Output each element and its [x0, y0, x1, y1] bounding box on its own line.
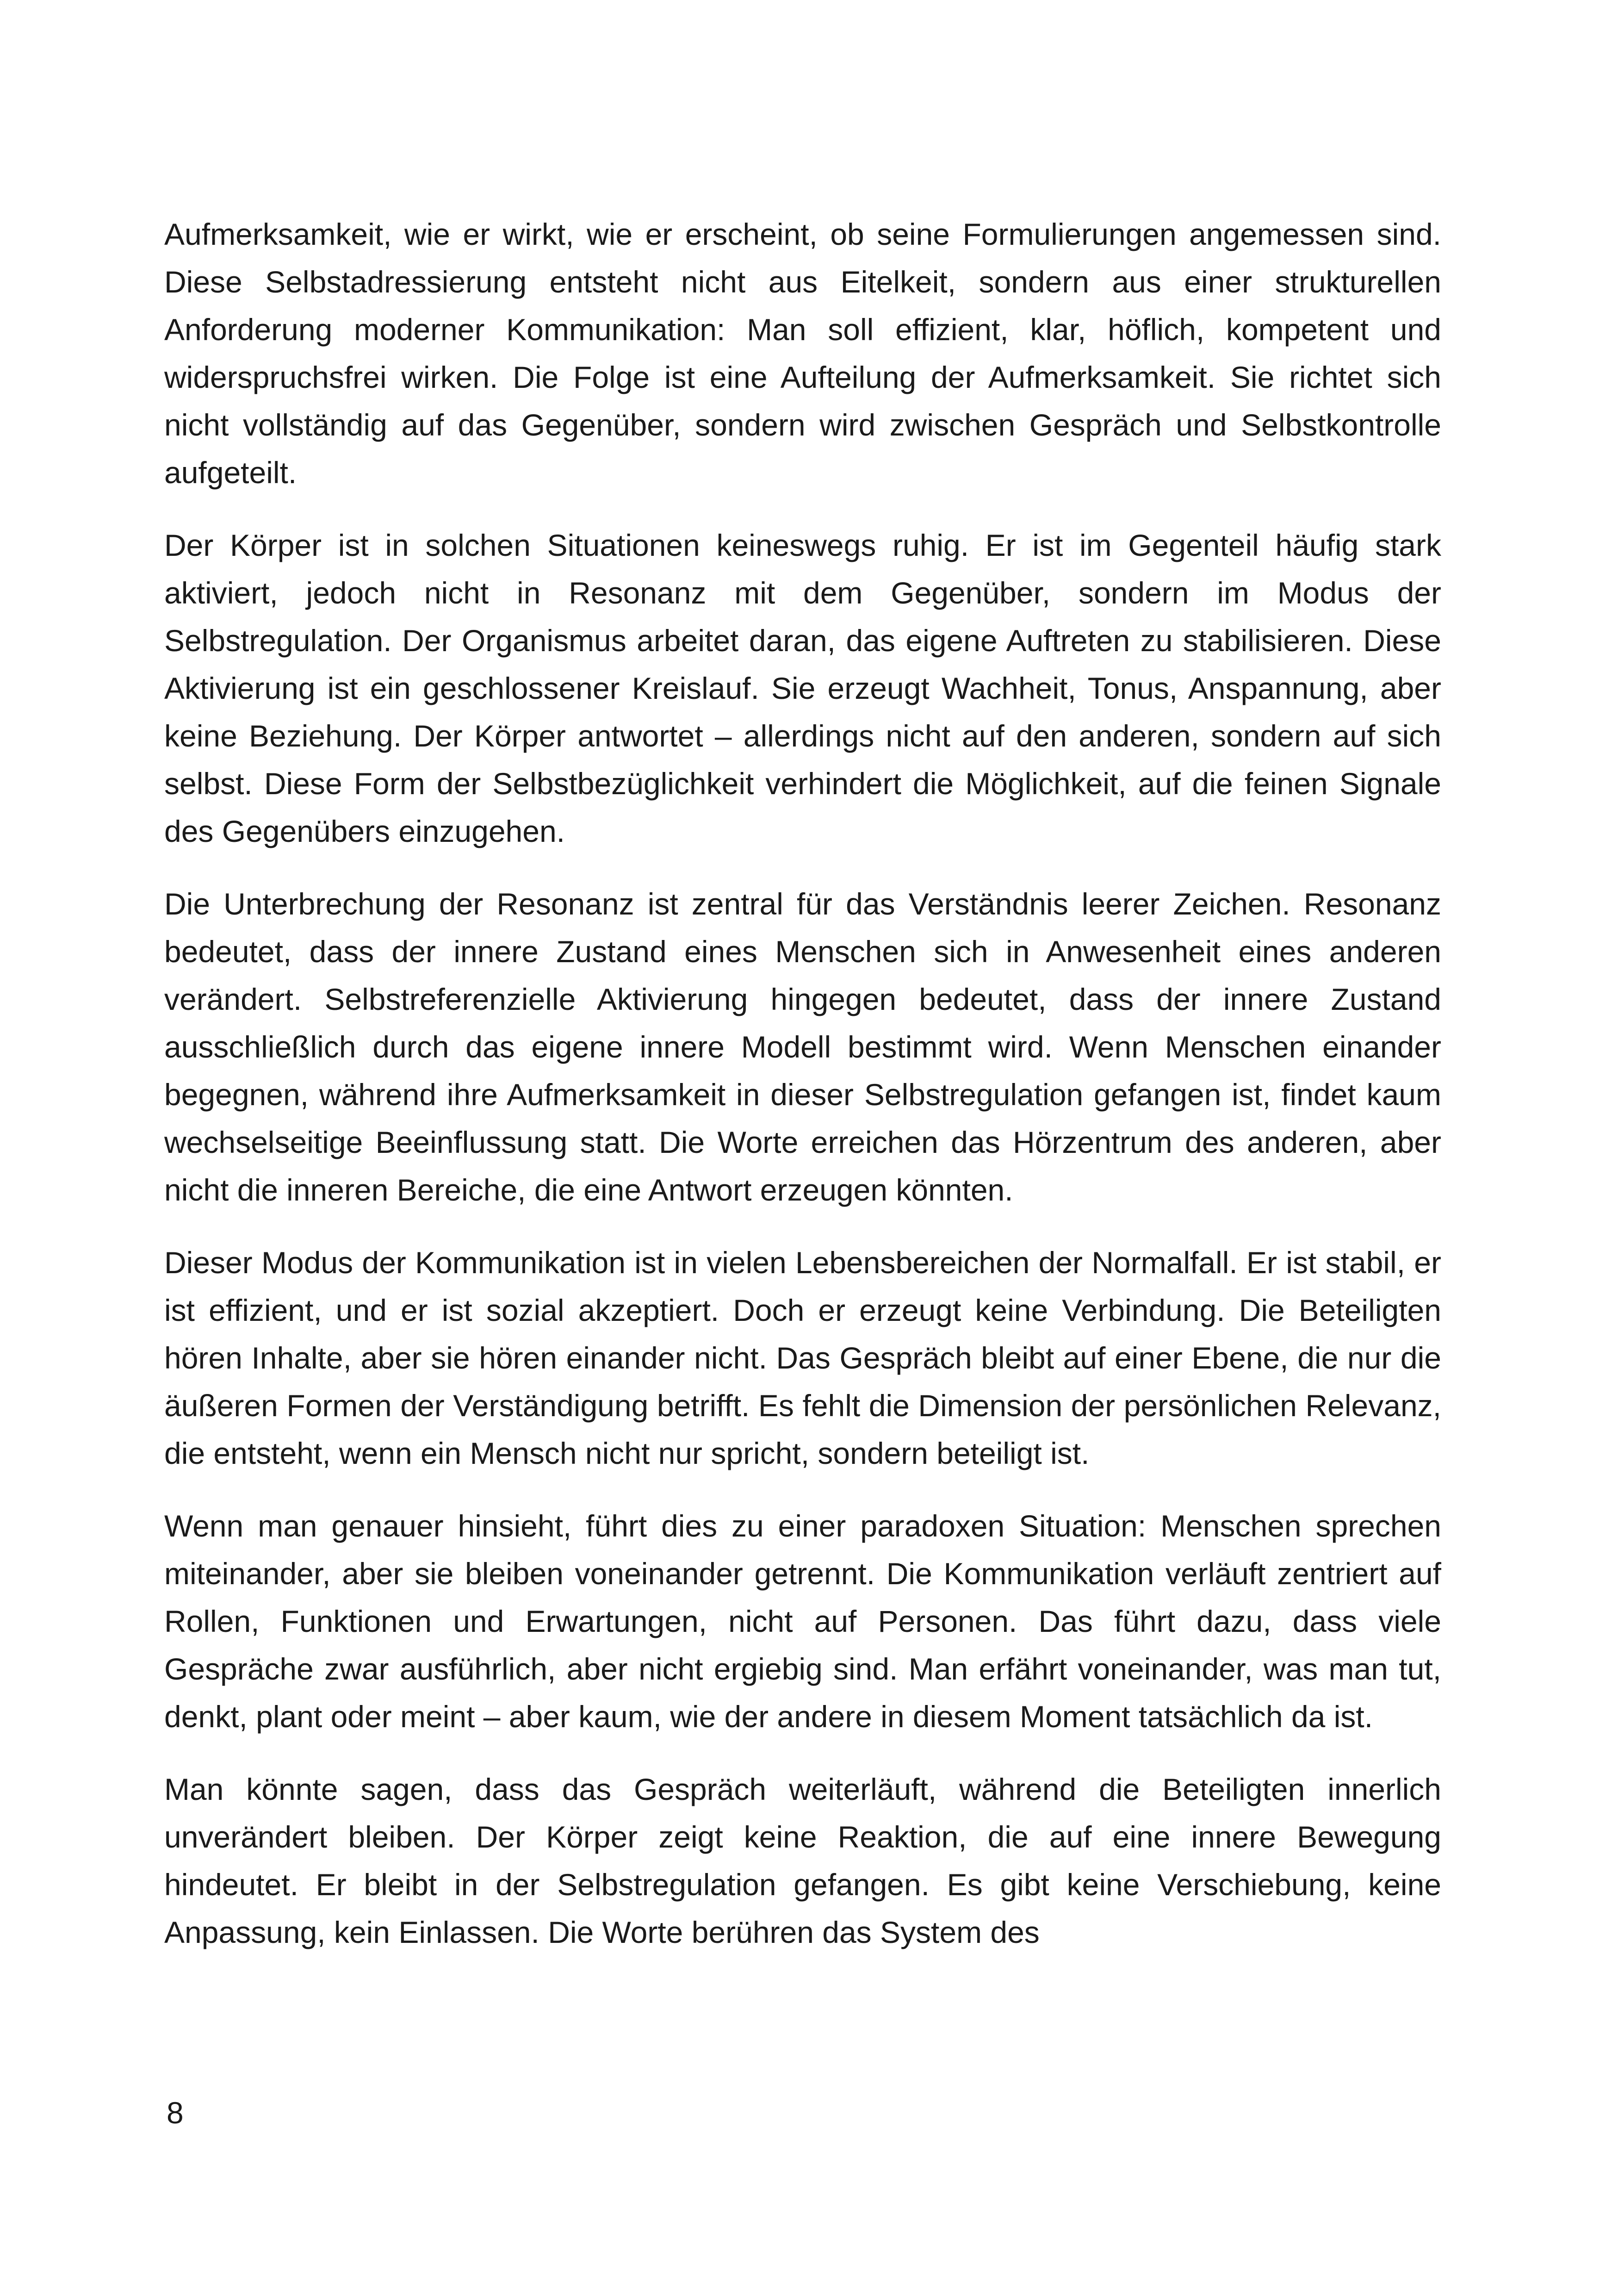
paragraph: Der Körper ist in solchen Situationen keineswegs ruhig. Er ist im Gegenteil häufig stark aktiviert, jedoch nicht in Resonanz mit dem Gegenüber, sondern im Modus der Selbstregulation. Der Organismus arbeitet daran, das eigene Auftreten zu stabilisieren. Diese Aktivierung ist ein geschlossener Kreislauf. Sie erzeugt Wachheit, Tonus, Anspannung, aber keine Beziehung. Der Körper antwortet – allerdings nicht auf den anderen, sondern auf sich selbst. Diese Form der Selbstbezüglichkeit verhindert die Möglichkeit, auf die feinen Signale des Gegenübers einzugehen. [164, 528, 1441, 848]
paragraph: Aufmerksamkeit, wie er wirkt, wie er erscheint, ob seine Formulierungen angemessen sind. Diese Selbstadressierung entsteht nicht aus Eitelkeit, sondern aus einer strukturellen Anforderung moderner Kommunikation: Man soll effizient, klar, höflich, kompetent und widerspruchsfrei wirken. Die Folge ist eine Aufteilung der Aufmerksamkeit. Sie richtet sich nicht vollständig auf das Gegenüber, sondern wird zwischen Gespräch und Selbstkontrolle aufgeteilt. [164, 217, 1441, 490]
paragraph: Wenn man genauer hinsieht, führt dies zu einer paradoxen Situation: Menschen sprechen miteinander, aber sie bleiben voneinander getrennt. Die Kommunikation verläuft zentriert auf Rollen, Funktionen und Erwartungen, nicht auf Personen. Das führt dazu, dass viele Gespräche zwar ausführlich, aber nicht ergiebig sind. Man erfährt voneinander, was man tut, denkt, plant oder meint – aber kaum, wie der andere in diesem Moment tatsächlich da ist. [164, 1509, 1441, 1734]
page-number: 8 [167, 2096, 184, 2130]
paragraph: Man könnte sagen, dass das Gespräch weiterläuft, während die Beteiligten innerlich unverändert bleiben. Der Körper zeigt keine Reaktion, die auf eine innere Bewegung hindeutet. Er bleibt in der Selbstregulation gefangen. Es gibt keine Verschiebung, keine Anpassung, kein Einlassen. Die Worte berühren das System des [164, 1772, 1441, 1949]
body-text [164, 211, 1441, 1981]
paragraph: Die Unterbrechung der Resonanz ist zentral für das Verständnis leerer Zeichen. Resonanz bedeutet, dass der innere Zustand eines Menschen sich in Anwesenheit eines anderen verändert. Selbstreferenzielle Aktivierung hingegen bedeutet, dass der innere Zustand ausschließlich durch das eigene innere Modell bestimmt wird. Wenn Menschen einander begegnen, während ihre Aufmerksamkeit in dieser Selbstregulation gefangen ist, findet kaum wechselseitige Beeinflussung statt. Die Worte erreichen das Hörzentrum des anderen, aber nicht die inneren Bereiche, die eine Antwort erzeugen könnten. [164, 887, 1441, 1207]
paragraph: Dieser Modus der Kommunikation ist in vielen Lebensbereichen der Normalfall. Er ist stabil, er ist effizient, und er ist sozial akzeptiert. Doch er erzeugt keine Verbindung. Die Beteiligten hören Inhalte, aber sie hören einander nicht. Das Gespräch bleibt auf einer Ebene, die nur die äußeren Formen der Verständigung betrifft. Es fehlt die Dimension der persönlichen Relevanz, die entsteht, wenn ein Mensch nicht nur spricht, sondern beteiligt ist. [164, 1245, 1441, 1470]
